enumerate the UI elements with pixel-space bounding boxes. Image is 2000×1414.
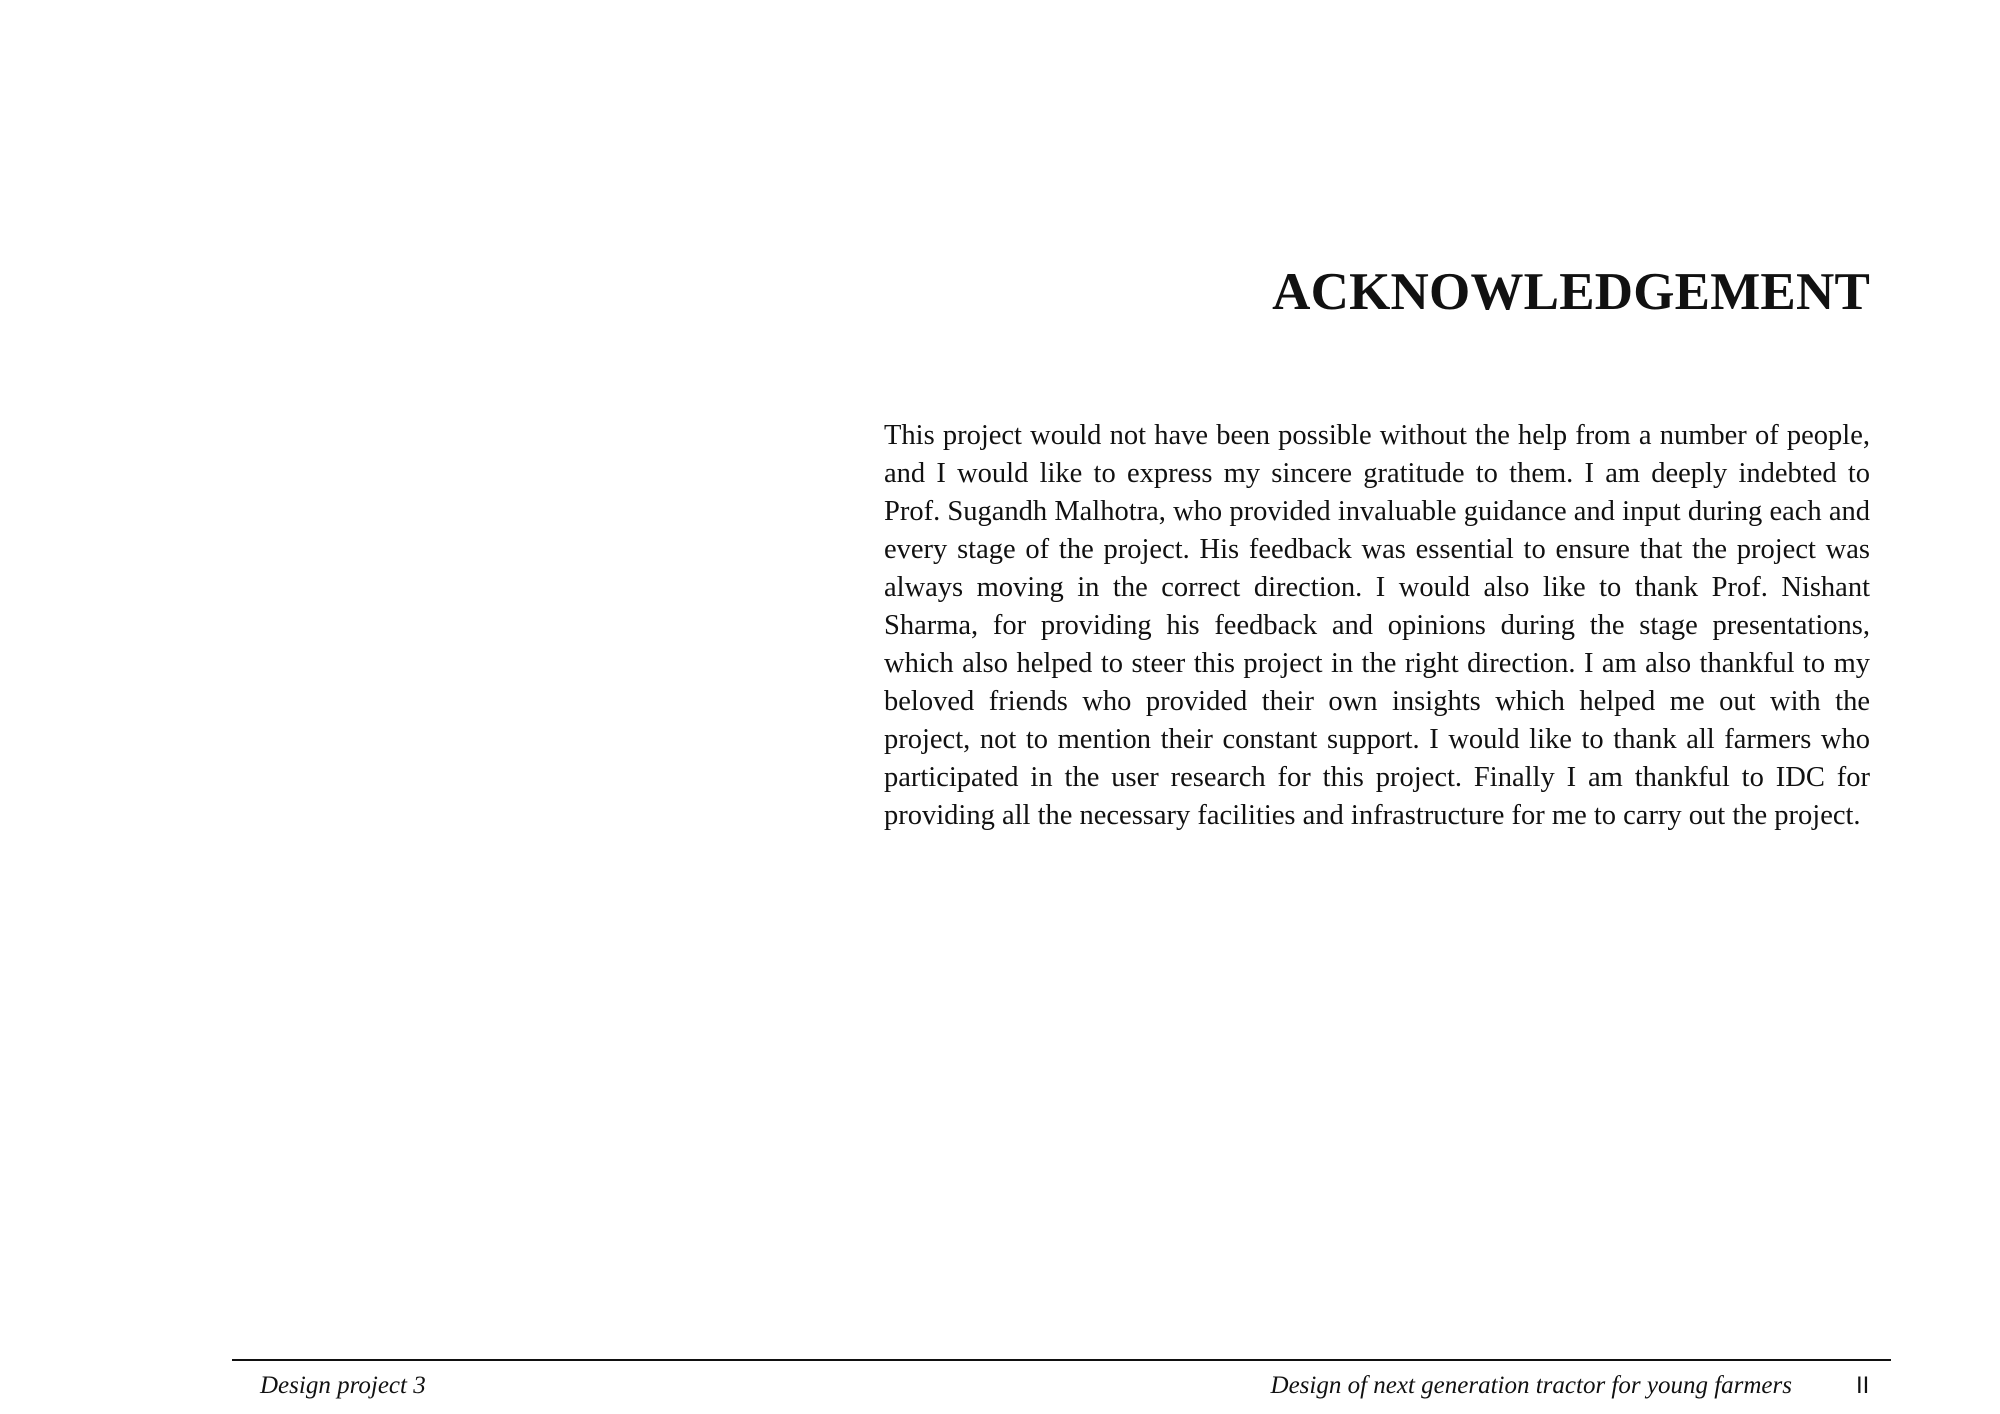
footer-course-label: Design project 3: [260, 1372, 426, 1399]
page-number: II: [1856, 1372, 1870, 1399]
page-heading: ACKNOWLEDGEMENT: [1272, 263, 1870, 321]
footer-project-title: Design of next generation tractor for young farmers: [1270, 1372, 1792, 1399]
acknowledgement-paragraph: This project would not have been possible without the help from a number of people, and I would like to express my sincere gratitude to them. I am deeply indebted to Prof. Sugandh Malhotra, who provided invaluable guidance and input during each and every stage of the project. His feedback was essential to ensure that the project was always moving in the correct direction. I would also like to thank Prof. Nishant Sharma, for providing his feedback and opinions during the stage presentations, which also helped to steer this project in the right direction. I am also thankful to my beloved friends who provided their own insights which helped me out with the project, not to mention their constant support. I would like to thank all farmers who participated in the user research for this project. Finally I am thankful to IDC for providing all the necessary facilities and infrastructure for me to carry out the project.: [884, 420, 1870, 831]
footer-divider: [232, 1359, 1891, 1361]
